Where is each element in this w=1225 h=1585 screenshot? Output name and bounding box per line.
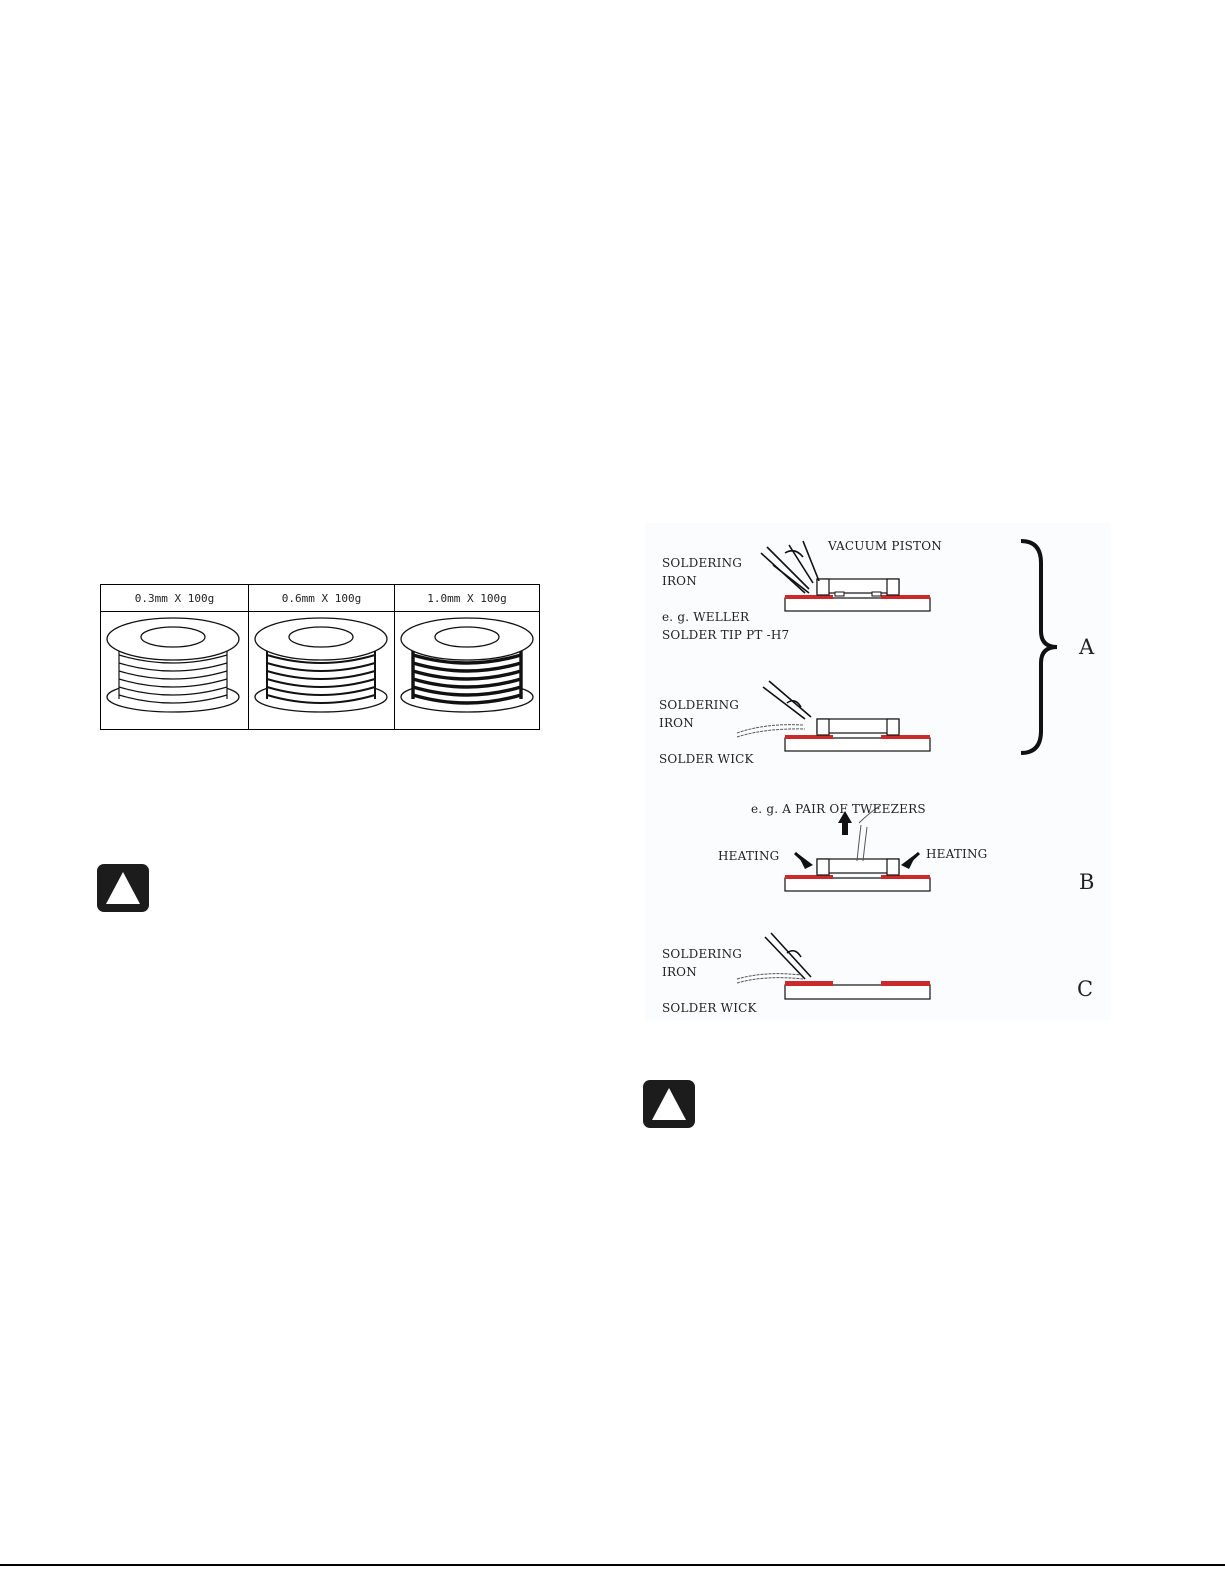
section-c-drawing bbox=[737, 933, 930, 999]
a2-iron-label-line1: SOLDERING bbox=[659, 698, 740, 712]
desoldering-diagram bbox=[645, 523, 1111, 1020]
solder-reel-thick-image bbox=[395, 611, 540, 729]
section-a-brace bbox=[1021, 541, 1057, 753]
warning-triangle-icon bbox=[643, 1080, 695, 1128]
b-heating-right-label: HEATING bbox=[926, 847, 988, 861]
c-iron-label-line1: SOLDERING bbox=[662, 947, 743, 961]
reel-cell-1 bbox=[248, 585, 394, 729]
b-tweezers-label: e. g. A PAIR OF TWEEZERS bbox=[751, 802, 926, 816]
a-vacuum-piston-label: VACUUM PISTON bbox=[828, 539, 943, 553]
solder-reel-medium-image bbox=[249, 611, 395, 729]
section-a-letter: A bbox=[1079, 635, 1095, 659]
solder-reel-thin-image bbox=[101, 611, 248, 729]
b-heating-left-label: HEATING bbox=[718, 849, 780, 863]
reel-cell-0 bbox=[101, 585, 248, 729]
c-solder-wick-label: SOLDER WICK bbox=[662, 1001, 757, 1015]
reel-cell-2 bbox=[394, 585, 539, 729]
section-b-letter: B bbox=[1079, 870, 1095, 894]
a2-iron-label-line2: IRON bbox=[659, 716, 694, 730]
solder-reel-table bbox=[100, 584, 540, 730]
reel-label-2: 1.0mm X 100g bbox=[395, 585, 539, 612]
warning-triangle-icon bbox=[97, 864, 149, 912]
c-iron-label-line2: IRON bbox=[662, 965, 697, 979]
a-iron-label-line1: SOLDERING bbox=[662, 556, 743, 570]
reel-label-1: 0.6mm X 100g bbox=[249, 585, 394, 612]
reel-label-0: 0.3mm X 100g bbox=[101, 585, 248, 612]
section-c-letter: C bbox=[1077, 977, 1094, 1001]
a-solder-wick-label: SOLDER WICK bbox=[659, 752, 754, 766]
a-iron-label-line2: IRON bbox=[662, 574, 697, 588]
footer-divider bbox=[0, 1564, 1225, 1566]
section-a-bottom-drawing bbox=[737, 681, 930, 751]
a-example-label-line2: SOLDER TIP PT -H7 bbox=[662, 628, 790, 642]
a-example-label-line1: e. g. WELLER bbox=[662, 610, 750, 624]
